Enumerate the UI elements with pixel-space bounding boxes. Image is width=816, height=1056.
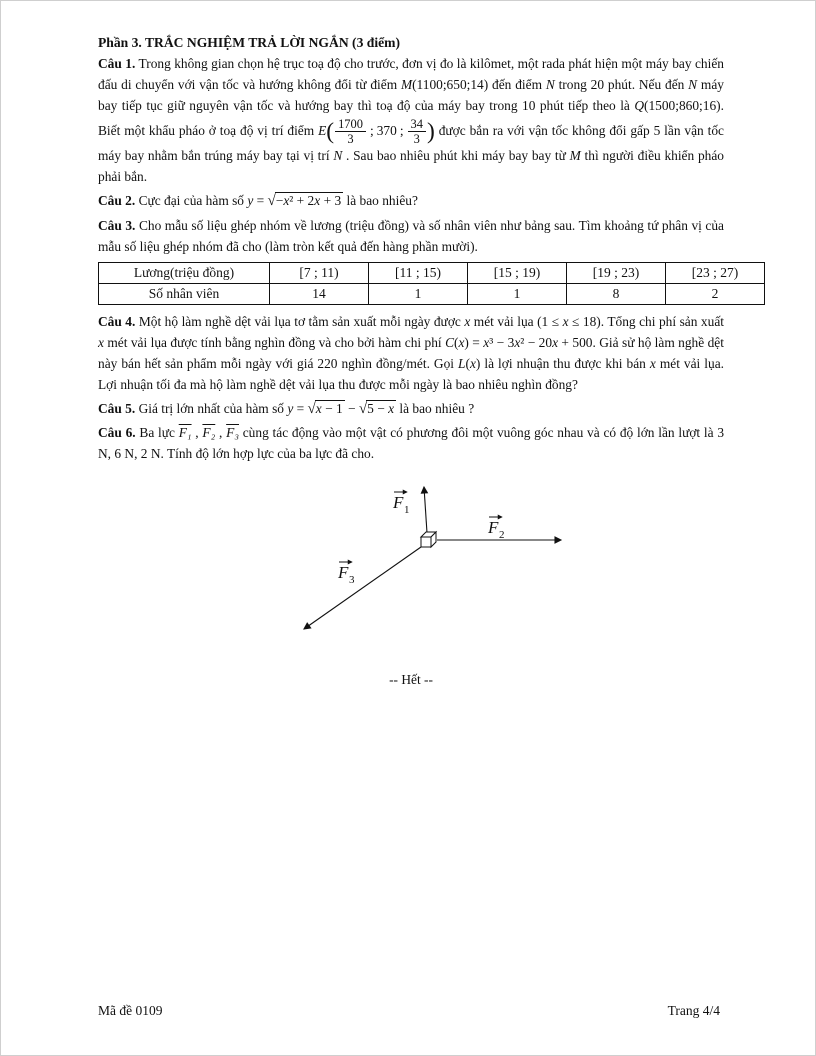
text-run: trong 20 phút. Nếu đến bbox=[554, 76, 689, 92]
text-run: Cực đại của hàm số bbox=[135, 193, 248, 209]
table-cell: 1 bbox=[468, 284, 567, 305]
text-run: x bbox=[464, 314, 471, 330]
table-cell: 1 bbox=[369, 284, 468, 305]
q5-text-a bbox=[98, 401, 308, 416]
question-6 bbox=[98, 423, 724, 465]
text-run: N bbox=[688, 76, 698, 92]
force-label-sub: 1 bbox=[404, 504, 410, 517]
text-run: ≤ 18) bbox=[568, 314, 601, 330]
question-5 bbox=[98, 398, 724, 421]
text-run: L bbox=[458, 356, 466, 372]
text-run: x bbox=[649, 356, 656, 372]
text-run: x bbox=[562, 314, 569, 330]
table-cell: 8 bbox=[567, 284, 666, 305]
radicand bbox=[315, 400, 345, 416]
force-label-base: F bbox=[338, 563, 349, 583]
text-run: Giá trị lớn nhất của hàm số bbox=[135, 401, 288, 417]
sqrt-expression bbox=[359, 401, 396, 416]
table-cell: Lương(triệu đồng) bbox=[99, 263, 270, 284]
question-4 bbox=[98, 312, 724, 396]
left-paren: ( bbox=[326, 118, 335, 144]
text-run: + 500 bbox=[558, 335, 593, 351]
text-run: . Biết một khẩu pháo ở toạ độ vị trí điểm bbox=[98, 97, 724, 138]
force-3-label bbox=[337, 562, 355, 586]
text-run: là lợi nhuận thu được khi bán bbox=[480, 356, 650, 372]
text-run: − bbox=[344, 401, 359, 417]
question-2 bbox=[98, 190, 724, 213]
radical-sign: √ bbox=[267, 193, 276, 210]
text-run: Một hộ làm nghề dệt vải lụa tơ tằm sản xuất mỗi ngày được bbox=[135, 314, 465, 330]
text-run: (1 ≤ bbox=[537, 314, 563, 330]
text-run: C bbox=[445, 335, 454, 351]
force-diagram bbox=[98, 477, 724, 656]
text-run: , bbox=[215, 425, 227, 441]
fraction-1700-3 bbox=[335, 117, 366, 147]
text-run: N bbox=[545, 76, 555, 92]
content bbox=[98, 35, 739, 688]
sqrt-expression bbox=[308, 401, 345, 416]
text-run: ² − 20 bbox=[520, 335, 553, 351]
var-E: E bbox=[318, 122, 327, 138]
text-run: = bbox=[253, 193, 268, 209]
table-cell: 14 bbox=[270, 284, 369, 305]
text-run: Câu 6. bbox=[98, 425, 136, 441]
text-run: Q bbox=[634, 97, 645, 113]
text-run: x bbox=[514, 335, 521, 351]
fraction-numerator: 34 bbox=[408, 117, 426, 132]
force-1-label bbox=[392, 492, 410, 516]
radicand bbox=[275, 192, 343, 208]
text-run: x bbox=[388, 401, 395, 417]
q3-text bbox=[98, 218, 724, 254]
text-run: Trong không gian chọn hệ trục toạ độ cho trước, đơn vị đo là kilômet, một rada phát hiện một máy bay chiến đấu di chuyển với vận tốc và hướng không đổi từ điểm bbox=[98, 56, 724, 92]
question-3 bbox=[98, 216, 724, 258]
page-number: Trang 4/4 bbox=[667, 1003, 720, 1018]
text-run: + 3 bbox=[320, 193, 342, 209]
text-run: máy bay tiếp tục giữ nguyên vận tốc và hướng bay thì toạ độ của máy bay trong 10 phút tiếp theo là bbox=[98, 76, 724, 113]
e-coordinate-expression bbox=[318, 116, 435, 147]
q6-text bbox=[98, 425, 724, 461]
text-run: (1100;650;14) bbox=[412, 76, 489, 92]
text-run: M bbox=[400, 76, 413, 92]
force-3-vector bbox=[304, 547, 421, 629]
table-cell: [7 ; 11) bbox=[270, 263, 369, 284]
text-run: Câu 4. bbox=[98, 314, 136, 330]
origin-cube bbox=[421, 532, 436, 547]
q4-text bbox=[98, 314, 724, 392]
text-run: y bbox=[247, 193, 254, 209]
q5-text-b bbox=[396, 401, 474, 416]
q2-text-b bbox=[343, 193, 418, 208]
text-run: − 1 bbox=[321, 401, 343, 417]
radical-sign: √ bbox=[358, 401, 368, 418]
text-run: mét vải lụa được tính bằng nghìn đồng và cho bởi hàm chi phí bbox=[103, 335, 446, 351]
text-run: 5 − bbox=[367, 401, 389, 417]
text-run: . Tổng chi phí sản xuất bbox=[600, 314, 724, 330]
text-run: ) = bbox=[464, 335, 484, 351]
end-marker: -- Hết -- bbox=[389, 672, 433, 688]
fraction-34-3 bbox=[408, 117, 426, 147]
table-row-employees bbox=[99, 284, 765, 305]
radical-sign: √ bbox=[307, 401, 316, 418]
text-run: F₃ bbox=[226, 425, 239, 441]
force-label-sub: 2 bbox=[499, 529, 505, 542]
text-run: mét vải lụa bbox=[470, 314, 538, 330]
right-paren: ) bbox=[427, 118, 435, 144]
q2-text-a bbox=[98, 193, 268, 208]
table-cell: [15 ; 19) bbox=[468, 263, 567, 284]
text-run: Câu 2. bbox=[98, 193, 136, 209]
text-run: x bbox=[469, 356, 476, 372]
text-run: là bao nhiêu? bbox=[343, 193, 418, 209]
text-run: x bbox=[552, 335, 559, 351]
text-run: thì người điều khiển pháo phải bắn. bbox=[98, 148, 724, 185]
text-run: ( bbox=[454, 335, 459, 351]
frequency-table bbox=[98, 262, 765, 305]
text-run: , bbox=[191, 425, 203, 441]
separator: ; bbox=[369, 122, 374, 138]
text-run: mét vải lụa. Lợi nhuận tối đa mà hộ làm nghề dệt vải lụa thu được mỗi ngày là bao nhiêu nghìn đồng? bbox=[98, 356, 724, 393]
text-run: cùng tác động vào một vật có phương đôi một vuông góc nhau và có độ lớn lần lượt là 3 N, 6 N, 2 N. Tính độ lớn hợp lực của ba lực đã cho. bbox=[98, 425, 725, 462]
text-run: x bbox=[283, 193, 290, 209]
text-run: Câu 5. bbox=[98, 401, 136, 417]
text-run: được bắn ra với vận tốc không đổi gấp 5 lần vận tốc máy bay nhằm bắn trúng máy bay tại vị trí bbox=[98, 122, 725, 164]
separator: ; bbox=[399, 122, 404, 138]
section-title: Phần 3. TRẮC NGHIỆM TRẢ LỜI NGẮN (3 điểm) bbox=[98, 35, 400, 50]
text-run: x bbox=[458, 335, 465, 351]
table-cell: [23 ; 27) bbox=[666, 263, 765, 284]
fraction-denominator: 3 bbox=[413, 132, 420, 147]
text-run: y bbox=[287, 401, 294, 417]
force-label-base: F bbox=[488, 518, 499, 538]
text-run: là bao nhiêu ? bbox=[396, 401, 475, 417]
text-run: M bbox=[569, 148, 581, 164]
force-label-base: F bbox=[393, 493, 404, 513]
text-run: ( bbox=[465, 356, 470, 372]
table-cell: 2 bbox=[666, 284, 765, 305]
text-run: . Giả sử hộ làm nghề dệt này bán hết sản phẩm mỗi ngày với giá 220 nghìn đồng/mét. Gọi bbox=[98, 335, 724, 372]
text-run: đến điểm bbox=[488, 76, 546, 92]
table-cell: [19 ; 23) bbox=[567, 263, 666, 284]
text-run: . Sau bao nhiêu phút khi máy bay bay từ bbox=[342, 148, 570, 164]
text-run: ³ − 3 bbox=[489, 335, 515, 351]
text-run: F₂ bbox=[202, 425, 216, 441]
fraction-numerator: 1700 bbox=[335, 117, 366, 132]
text-run: Ba lực bbox=[135, 425, 179, 441]
table-cell: Số nhân viên bbox=[99, 284, 270, 305]
force-label-sub: 3 bbox=[349, 574, 355, 587]
force-diagram-svg bbox=[98, 477, 724, 652]
text-run: F₁ bbox=[178, 425, 192, 441]
coordinate-value: 370 bbox=[376, 122, 397, 138]
text-run: x bbox=[315, 401, 322, 417]
force-1-vector bbox=[424, 487, 427, 533]
text-run: ) bbox=[475, 356, 481, 372]
cube-front-face bbox=[421, 537, 431, 547]
text-run: ² + 2 bbox=[289, 193, 315, 209]
radicand bbox=[366, 400, 396, 416]
text-run: = bbox=[293, 401, 308, 417]
q5-minus bbox=[345, 401, 359, 416]
text-run: N bbox=[333, 148, 343, 164]
text-run: x bbox=[98, 335, 104, 351]
table-row-salary bbox=[99, 263, 765, 284]
text-run: Câu 3. bbox=[98, 217, 136, 233]
text-run: x bbox=[314, 193, 321, 209]
question-1 bbox=[98, 54, 724, 188]
text-run: Câu 1. bbox=[98, 56, 136, 71]
fraction-denominator: 3 bbox=[347, 132, 354, 147]
force-2-label bbox=[487, 517, 505, 541]
text-run: (1500;860;16) bbox=[644, 97, 721, 113]
text-run: Cho mẫu số liệu ghép nhóm về lương (triệu đồng) và số nhân viên như bảng sau. Tìm khoảng tứ phân vị của mẫu số liệu ghép nhóm đã cho (làm tròn kết quả đến hàng phần mười). bbox=[98, 217, 724, 254]
table-cell: [11 ; 15) bbox=[369, 263, 468, 284]
sqrt-expression bbox=[268, 193, 344, 208]
text-run: − bbox=[275, 193, 284, 209]
text-run: x bbox=[483, 335, 490, 351]
exam-code: Mã đề 0109 bbox=[98, 1003, 163, 1018]
